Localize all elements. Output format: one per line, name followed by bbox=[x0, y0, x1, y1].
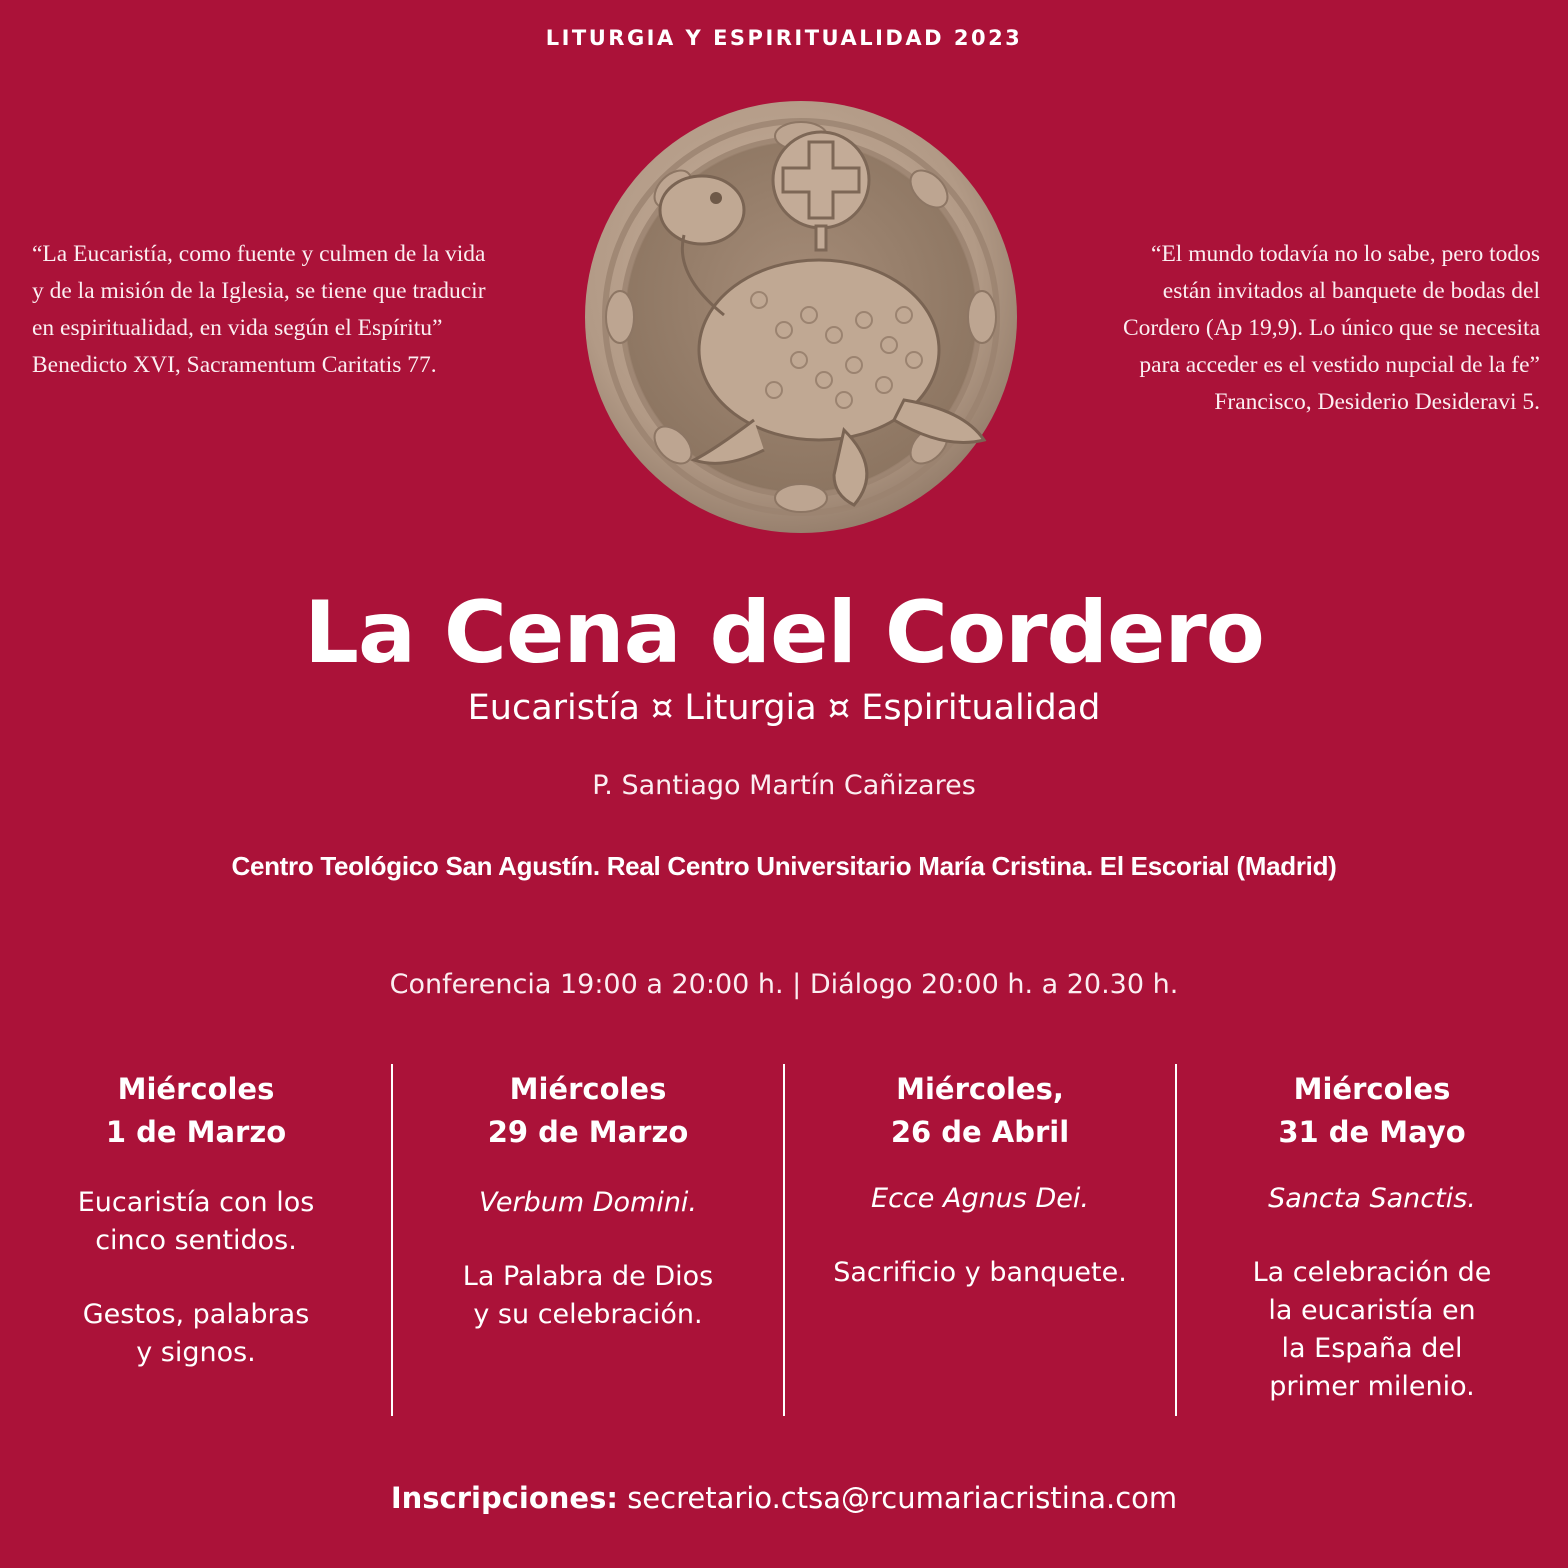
registration bbox=[0, 1478, 1568, 1518]
session-description: La celebración de la eucaristía en la España del primer milenio. bbox=[1252, 1257, 1492, 1402]
session-latin-title: Verbum Domini. bbox=[478, 1187, 698, 1218]
registration-label: Inscripciones: bbox=[390, 1481, 618, 1515]
event-title: La Cena del Cordero bbox=[304, 583, 1264, 683]
quote-left bbox=[32, 236, 552, 384]
sessions bbox=[0, 1064, 1568, 1416]
quote-right bbox=[1040, 236, 1540, 421]
quote-right-line: Francisco, Desiderio Desideravi 5. bbox=[1214, 389, 1540, 415]
session-description: La Palabra de Dios y su celebración. bbox=[462, 1261, 714, 1330]
session-2 bbox=[392, 1064, 784, 1416]
session-1 bbox=[0, 1064, 392, 1416]
quote-right-line: Cordero (Ap 19,9). Lo único que se necesita bbox=[1123, 315, 1540, 341]
session-description-2: Gestos, palabras y signos. bbox=[82, 1299, 310, 1368]
session-4 bbox=[1176, 1064, 1568, 1416]
session-3 bbox=[784, 1064, 1176, 1416]
quote-right-line: para acceder es el vestido nupcial de la fe” bbox=[1139, 352, 1540, 378]
session-latin-title: Ecce Agnus Dei. bbox=[871, 1183, 1089, 1214]
lamb-of-god-medallion-icon bbox=[584, 100, 1018, 534]
session-latin-title: Sancta Sanctis. bbox=[1268, 1183, 1476, 1214]
session-date: Miércoles 31 de Mayo bbox=[1278, 1072, 1466, 1149]
series-title: LITURGIA Y ESPIRITUALIDAD 2023 bbox=[545, 26, 1023, 50]
session-date: Miércoles 1 de Marzo bbox=[105, 1072, 287, 1149]
quote-left-line: “La Eucaristía, como fuente y culmen de la vida bbox=[32, 241, 486, 267]
quote-left-line: en espiritualidad, en vida según el Espíritu” bbox=[32, 315, 443, 341]
quote-right-line: “El mundo todavía no lo sabe, pero todos bbox=[1151, 241, 1540, 267]
speaker-name: P. Santiago Martín Cañizares bbox=[592, 770, 976, 801]
quote-left-line: Benedicto XVI, Sacramentum Caritatis 77. bbox=[32, 352, 437, 378]
quote-left-line: y de la misión de la Iglesia, se tiene que traducir bbox=[32, 278, 486, 304]
session-date: Miércoles 29 de Marzo bbox=[487, 1072, 689, 1149]
session-description: Sacrificio y banquete. bbox=[833, 1257, 1127, 1288]
registration-email[interactable]: secretario.ctsa@rcumariacristina.com bbox=[627, 1481, 1178, 1515]
session-date: Miércoles, 26 de Abril bbox=[890, 1072, 1070, 1149]
session-description: Eucaristía con los cinco sentidos. bbox=[77, 1187, 315, 1256]
venue: Centro Teológico San Agustín. Real Centro Universitario María Cristina. El Escorial (Madrid) bbox=[231, 851, 1337, 881]
schedule: Conferencia 19:00 a 20:00 h. | Diálogo 20:00 h. a 20.30 h. bbox=[389, 969, 1179, 1000]
event-subtitle: Eucaristía ¤ Liturgia ¤ Espiritualidad bbox=[467, 688, 1101, 728]
quote-right-line: están invitados al banquete de bodas del bbox=[1162, 278, 1540, 304]
